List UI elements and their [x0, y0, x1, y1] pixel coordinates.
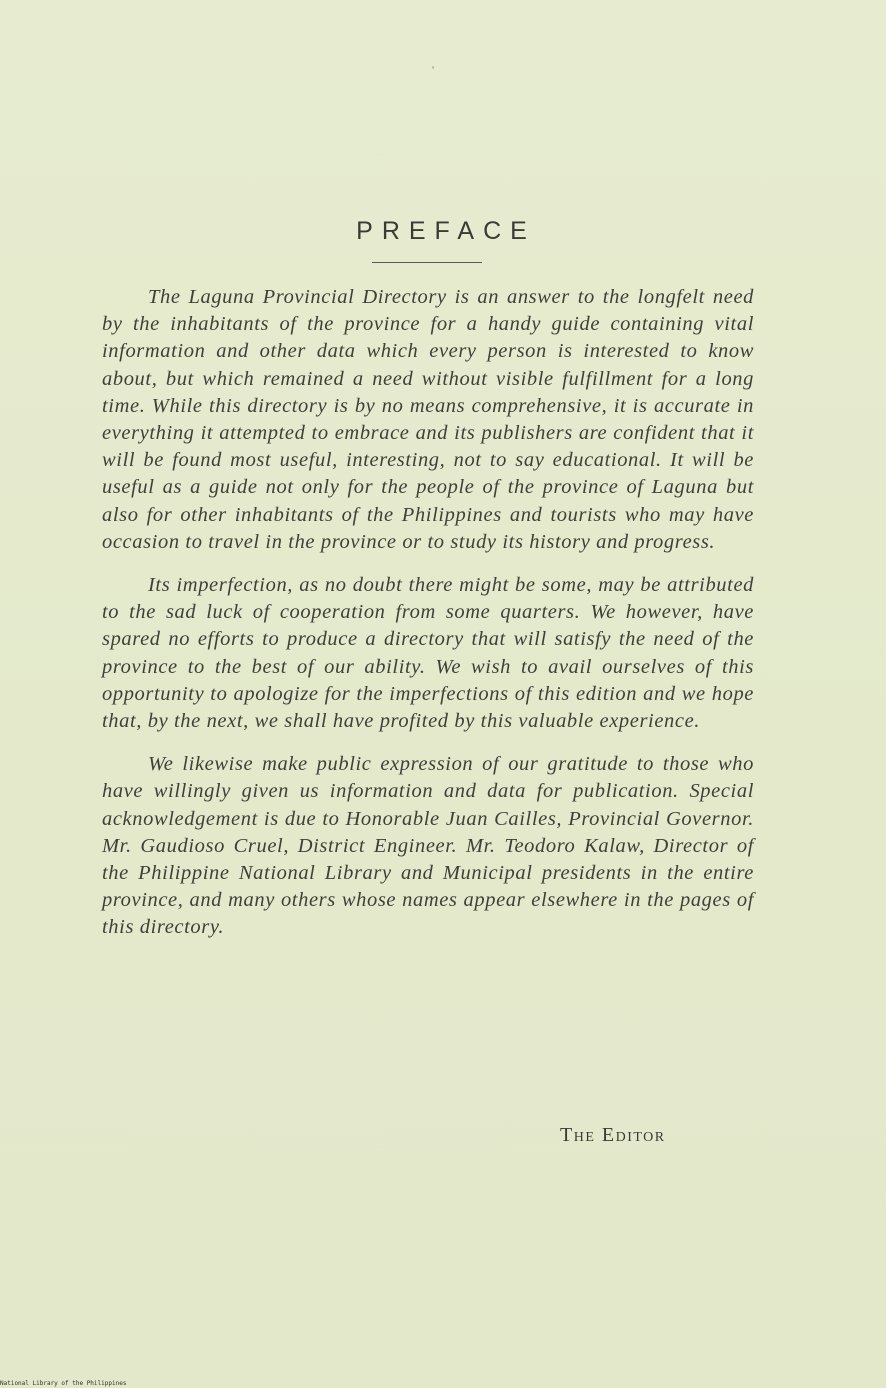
editor-signature: The Editor	[560, 1124, 666, 1146]
library-watermark: National Library of the Philippines	[0, 1380, 127, 1387]
title-divider	[372, 262, 482, 263]
page-title: PREFACE	[356, 217, 536, 245]
paragraph-1: The Laguna Provincial Directory is an answer to the longfelt need by the inhabitants of the province for a handy guide containing vital information and other data which every person is interested to know about, but which remained a need without visible fulfillment for a long time. While this directory is by no means comprehensive, it is accurate in everything it attempted to embrace and its publishers are confident that it will be found most useful, interesting, not to say educational. It will be useful as a guide not only for the people of the province of Laguna but also for other inhabitants of the Philippines and tourists who may have occasion to travel in the province or to study its history and progress.	[102, 286, 754, 553]
paper-speck	[432, 66, 434, 69]
preface-body	[102, 284, 754, 958]
paragraph-2: Its imperfection, as no doubt there might be some, may be attributed to the sad luck of cooperation from some quarters. We however, have spared no efforts to produce a directory that will satisfy the need of the province to the best of our ability. We wish to avail ourselves of this opportunity to apologize for the imperfections of this edition and we hope that, by the next, we shall have profited by this valuable experience.	[102, 574, 754, 733]
paragraph-3: We likewise make public expression of our gratitude to those who have willingly given us information and data for publication. Special acknowledgement is due to Honorable Juan Cailles, Provincial Governor. Mr. Gaudioso Cruel, District Engineer. Mr. Teodoro Kalaw, Director of the Philippine National Library and Municipal presidents in the entire province, and many others whose names appear elsewhere in the pages of this directory.	[102, 753, 754, 939]
